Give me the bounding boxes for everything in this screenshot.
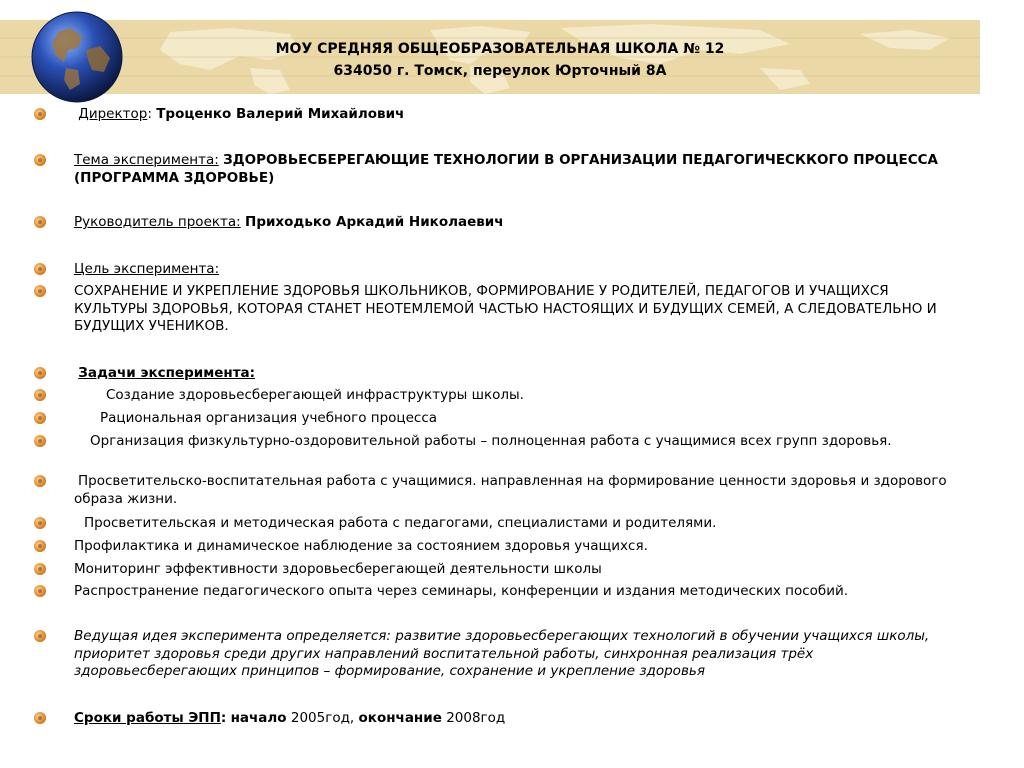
- task-item: [34, 473, 964, 508]
- terms-label: Сроки работы ЭПП: [74, 710, 221, 726]
- theme-label: Тема эксперимента:: [74, 152, 219, 168]
- theme-item: [34, 152, 964, 187]
- director-value: Троценко Валерий Михайлович: [156, 106, 405, 122]
- theme-value: ЗДОРОВЬЕСБЕРЕГАЮЩИЕ ТЕХНОЛОГИИ В ОРГАНИЗАЦИИ ПЕДАГОГИЧЕСККОГО ПРОЦЕССА (ПРОГРАММА ЗДОРОВЬЕ): [74, 152, 938, 186]
- tasks-label: Задачи эксперимента:: [78, 365, 256, 381]
- bullet-icon: [34, 585, 46, 597]
- tasks-label-item: [34, 365, 964, 383]
- task-text: Просветительско-воспитательная работа с учащимися. направленная на формирование ценности здоровья и здорового образа жизни.: [74, 473, 947, 507]
- bullet-icon: [34, 367, 46, 379]
- school-address: 634050 г. Томск, переулок Юрточный 8А: [333, 63, 667, 79]
- task-item: [34, 515, 964, 533]
- terms-colon: :: [220, 710, 227, 726]
- bullet-icon: [34, 263, 46, 275]
- director-sep: :: [147, 106, 152, 122]
- bullet-icon: [34, 712, 46, 724]
- bullet-icon: [34, 563, 46, 575]
- task-text: Рациональная организация учебного процесса: [100, 410, 438, 426]
- task-text: Мониторинг эффективности здоровьесберегающей деятельности школы: [74, 561, 602, 577]
- director-item: [34, 106, 964, 124]
- bullet-icon: [34, 435, 46, 447]
- bullet-icon: [34, 412, 46, 424]
- task-text: Просветительская и методическая работа с педагогами, специалистами и родителями.: [84, 515, 717, 531]
- leader-label: Руководитель проекта:: [74, 214, 241, 230]
- idea-text: Ведущая идея эксперимента определяется: развитие здоровьесберегающих технологий в обучении учащихся школы, приоритет здоровья среди других направлений воспитательной работы, синхронная реализация трёх здоровьесберегающих принципов – формирование, сохранение и укрепление здоровья: [74, 628, 930, 679]
- bullet-icon: [34, 154, 46, 166]
- bullet-icon: [34, 475, 46, 487]
- terms-item: [34, 710, 964, 728]
- terms-start-value: 2005год,: [290, 710, 355, 726]
- school-title: [150, 38, 850, 82]
- bullet-icon: [34, 216, 46, 228]
- bullet-icon: [34, 517, 46, 529]
- terms-start-label: начало: [230, 710, 287, 726]
- task-text: Организация физкультурно-оздоровительной работы – полноценная работа с учащимися всех групп здоровья.: [90, 433, 892, 449]
- goal-text-item: [34, 283, 964, 336]
- globe-icon: [30, 10, 124, 104]
- task-text: Создание здоровьесберегающей инфраструктуры школы.: [106, 387, 524, 403]
- school-name: МОУ СРЕДНЯЯ ОБЩЕОБРАЗОВАТЕЛЬНАЯ ШКОЛА № 12: [275, 41, 725, 57]
- bullet-icon: [34, 108, 46, 120]
- bullet-icon: [34, 285, 46, 297]
- terms-end-label: окончание: [358, 710, 442, 726]
- director-label: Директор: [78, 106, 148, 122]
- bullet-icon: [34, 540, 46, 552]
- task-item: [34, 538, 964, 556]
- terms-end-value: 2008год: [446, 710, 506, 726]
- idea-item: [34, 628, 964, 681]
- task-text: Профилактика и динамическое наблюдение за состоянием здоровья учащихся.: [74, 538, 648, 554]
- leader-item: [34, 214, 964, 232]
- task-item: [34, 387, 964, 405]
- bullet-icon: [34, 630, 46, 642]
- task-item: [34, 561, 964, 579]
- goal-label-item: [34, 261, 964, 279]
- goal-label: Цель эксперимента:: [74, 261, 220, 277]
- task-item: [34, 433, 964, 451]
- bullet-icon: [34, 389, 46, 401]
- leader-value: Приходько Аркадий Николаевич: [245, 214, 504, 230]
- task-text: Распространение педагогического опыта через семинары, конференции и издания методических пособий.: [74, 583, 849, 599]
- task-item: [34, 410, 964, 428]
- goal-text: СОХРАНЕНИЕ И УКРЕПЛЕНИЕ ЗДОРОВЬЯ ШКОЛЬНИКОВ, ФОРМИРОВАНИЕ У РОДИТЕЛЕЙ, ПЕДАГОГОВ И УЧАЩИХСЯ КУЛЬТУРЫ ЗДОРОВЬЯ, КОТОРАЯ СТАНЕТ НЕОТЕМЛЕМОЙ ЧАСТЬЮ НАСТОЯЩИХ И БУДУЩИХ СЕМЕЙ, А СЛЕДОВАТЕЛЬНО И БУДУЩИХ УЧЕНИКОВ.: [74, 283, 937, 334]
- task-item: [34, 583, 964, 601]
